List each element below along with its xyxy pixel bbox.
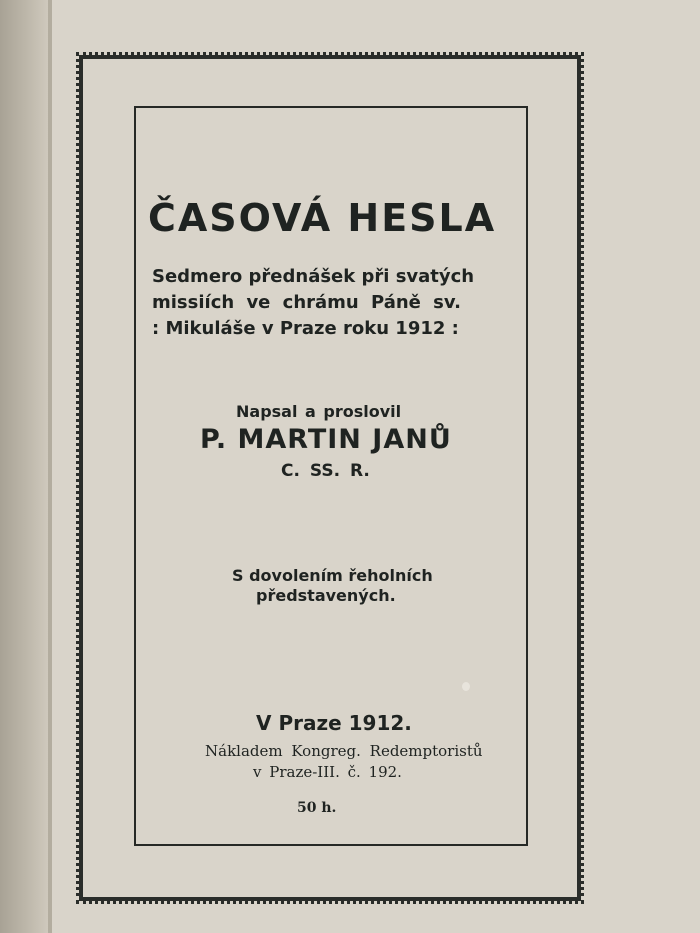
permission-line-1: S dovolením řeholních: [232, 566, 433, 585]
subtitle-line-1: Sedmero přednášek při svatých: [152, 266, 475, 287]
subtitle-line-2: missiích ve chrámu Páně sv.: [152, 292, 461, 313]
price: 50 h.: [297, 800, 337, 816]
place-year: V Praze 1912.: [256, 711, 412, 735]
author-name: P. MARTIN JANŮ: [200, 424, 452, 455]
left-edge-shadow: [0, 0, 48, 933]
book-title: ČASOVÁ HESLA: [148, 196, 497, 240]
paper-speck: [462, 682, 470, 691]
author-intro: Napsal a proslovil: [236, 402, 402, 421]
author-order: C. SS. R.: [281, 461, 370, 481]
permission-line-2: představených.: [256, 586, 396, 605]
publisher-line-1: Nákladem Kongreg. Redemptoristů: [205, 742, 483, 760]
publisher-line-2: v Praze-III. č. 192.: [253, 763, 402, 781]
subtitle-line-3: : Mikuláše v Praze roku 1912 :: [152, 318, 459, 339]
